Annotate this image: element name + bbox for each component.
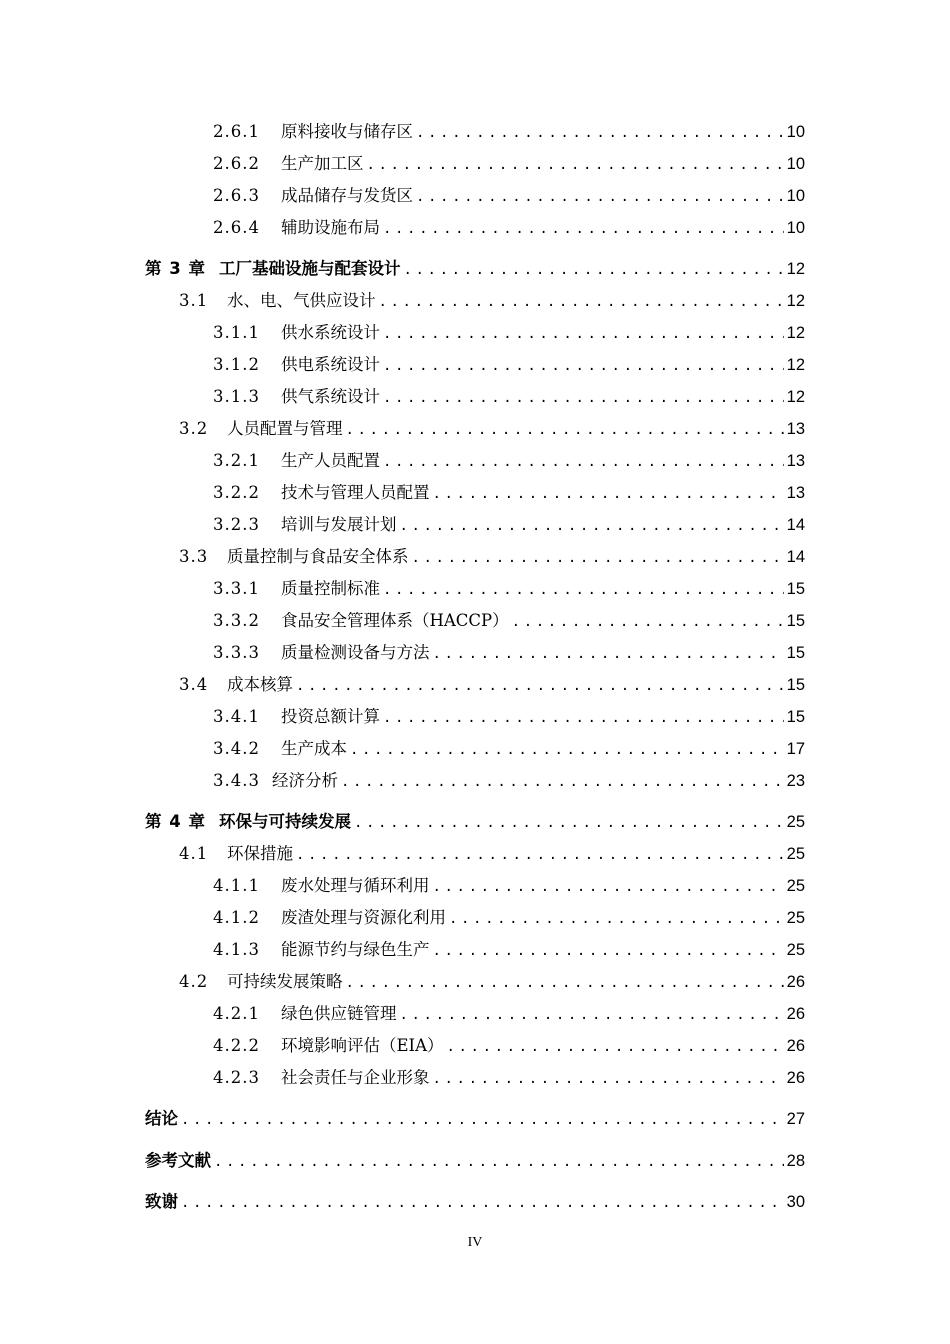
toc-subsection-entry[interactable] — [213, 1034, 805, 1058]
toc-entry-number: 3.1 — [179, 291, 209, 310]
toc-dot-leader — [383, 217, 784, 241]
toc-entry-title: 培训与发展计划 — [281, 515, 397, 534]
toc-entry-title: 工厂基础设施与配套设计 — [219, 259, 401, 278]
toc-entry-page: 12 — [786, 292, 805, 310]
toc-entry-page: 15 — [786, 708, 805, 726]
toc-entry-page: 14 — [786, 516, 805, 534]
toc-dot-leader — [400, 514, 784, 538]
toc-entry-title: 环境影响评估（EIA） — [281, 1036, 444, 1055]
toc-entry-title: 成品储存与发货区 — [281, 186, 413, 205]
toc-entry-number: 3.3.1 — [213, 579, 260, 598]
toc-entry-number: 3.2.1 — [213, 451, 260, 470]
toc-entry-page: 12 — [786, 324, 805, 342]
toc-entry-number: 2.6.3 — [213, 186, 260, 205]
toc-entry-number: 4.2.3 — [213, 1068, 260, 1087]
toc-entry-title: 社会责任与企业形象 — [281, 1068, 430, 1087]
toc-dot-leader — [354, 811, 784, 835]
toc-dot-leader — [433, 939, 784, 963]
toc-dot-leader — [400, 1003, 784, 1027]
toc-dot-leader — [383, 450, 784, 474]
toc-entry-number: 3.2.2 — [213, 483, 260, 502]
toc-entry-number: 3.2 — [179, 419, 209, 438]
toc-subsection-entry[interactable] — [213, 906, 805, 930]
toc-entry-page: 14 — [786, 548, 805, 566]
toc-entry-page: 28 — [786, 1152, 805, 1170]
toc-entry-page: 23 — [786, 772, 805, 790]
toc-entry-page: 15 — [786, 612, 805, 630]
toc-subsection-entry[interactable] — [213, 449, 805, 473]
toc-entry-page: 25 — [786, 813, 805, 831]
toc-entry-title: 技术与管理人员配置 — [281, 483, 430, 502]
toc-subsection-entry[interactable] — [213, 385, 805, 409]
toc-dot-leader — [383, 706, 784, 730]
toc-chapter-entry[interactable] — [145, 257, 805, 281]
toc-entry-title: 生产成本 — [281, 739, 347, 758]
toc-dot-leader — [433, 1067, 784, 1091]
toc-entry-title: 供水系统设计 — [281, 323, 380, 342]
toc-entry-number: 3.3 — [179, 547, 209, 566]
toc-entry-title: 成本核算 — [227, 675, 293, 694]
toc-subsection-entry[interactable] — [213, 216, 805, 240]
toc-entry-number: 3.3.3 — [213, 643, 260, 662]
toc-entry-title: 辅助设施布局 — [281, 218, 380, 237]
toc-entry-page: 25 — [786, 909, 805, 927]
toc-section-entry[interactable] — [179, 545, 805, 569]
toc-subsection-entry[interactable] — [213, 641, 805, 665]
toc-entry-number: 4.2.2 — [213, 1036, 260, 1055]
toc-chapter-entry[interactable] — [145, 810, 805, 834]
toc-entry-number: 4.1 — [179, 844, 209, 863]
toc-entry-number: 第 3 章 — [145, 259, 206, 278]
toc-entry-number: 2.6.1 — [213, 122, 260, 141]
toc-entry-number: 3.2.3 — [213, 515, 260, 534]
toc-entry-page: 10 — [786, 187, 805, 205]
toc-dot-leader — [181, 1191, 784, 1215]
toc-entry-number: 2.6.4 — [213, 218, 260, 237]
toc-entry-number: 4.2.1 — [213, 1004, 260, 1023]
toc-entry-page: 10 — [786, 219, 805, 237]
toc-entry-title: 供电系统设计 — [281, 355, 380, 374]
toc-entry-page: 26 — [786, 1069, 805, 1087]
toc-dot-leader — [379, 290, 784, 314]
toc-section-entry[interactable] — [179, 842, 805, 866]
toc-dot-leader — [383, 386, 784, 410]
toc-subsection-entry[interactable] — [213, 938, 805, 962]
toc-dot-leader — [296, 843, 784, 867]
toc-entry-number: 3.4.2 — [213, 739, 260, 758]
toc-dot-leader — [346, 971, 784, 995]
toc-entry-number: 4.2 — [179, 972, 209, 991]
toc-entry-title: 生产人员配置 — [281, 451, 380, 470]
toc-entry-number: 4.1.2 — [213, 908, 260, 927]
toc-dot-leader — [433, 642, 784, 666]
toc-dot-leader — [350, 738, 784, 762]
toc-dot-leader — [412, 546, 784, 570]
toc-entry-page: 26 — [786, 1005, 805, 1023]
toc-dot-leader — [512, 610, 784, 634]
toc-entry-number: 3.4.3 — [213, 771, 260, 790]
toc-entry-page: 15 — [786, 676, 805, 694]
toc-entry-title: 能源节约与绿色生产 — [281, 940, 430, 959]
toc-dot-leader — [341, 770, 784, 794]
toc-entry-page: 15 — [786, 644, 805, 662]
toc-dot-leader — [383, 322, 784, 346]
toc-entry-page: 17 — [786, 740, 805, 758]
toc-entry-title: 废渣处理与资源化利用 — [281, 908, 446, 927]
toc-dot-leader — [404, 258, 784, 282]
toc-entry-title: 质量控制标准 — [281, 579, 380, 598]
toc-entry-title: 人员配置与管理 — [227, 419, 343, 438]
toc-subsection-entry[interactable] — [213, 481, 805, 505]
toc-entry-number: 3.1.1 — [213, 323, 260, 342]
toc-subsection-entry[interactable] — [213, 609, 805, 633]
toc-entry-page: 15 — [786, 580, 805, 598]
toc-entry-number: 4.1.1 — [213, 876, 260, 895]
toc-subsection-entry[interactable] — [213, 120, 805, 144]
toc-entry-page: 10 — [786, 155, 805, 173]
toc-entry-page: 13 — [786, 484, 805, 502]
toc-entry-title: 食品安全管理体系（HACCP） — [281, 611, 509, 630]
page-footer-number: IV — [467, 1235, 483, 1250]
toc-subsection-entry[interactable] — [213, 577, 805, 601]
toc-entry-number: 3.1.3 — [213, 387, 260, 406]
toc-entry-page: 30 — [786, 1193, 805, 1211]
toc-chapter-entry[interactable] — [145, 1149, 805, 1173]
toc-dot-leader — [416, 185, 784, 209]
toc-subsection-entry[interactable] — [213, 1002, 805, 1026]
toc-entry-page: 27 — [786, 1110, 805, 1128]
toc-entry-title: 供气系统设计 — [281, 387, 380, 406]
toc-dot-leader — [214, 1150, 784, 1174]
toc-subsection-entry[interactable] — [213, 353, 805, 377]
toc-subsection-entry[interactable] — [213, 769, 805, 793]
toc-dot-leader — [367, 153, 784, 177]
toc-entry-title: 水、电、气供应设计 — [227, 291, 376, 310]
toc-entry-page: 25 — [786, 877, 805, 895]
toc-section-entry[interactable] — [179, 289, 805, 313]
toc-entry-title: 结论 — [145, 1109, 178, 1128]
toc-entry-number: 3.3.2 — [213, 611, 260, 630]
toc-entry-title: 原料接收与储存区 — [281, 122, 413, 141]
toc-entry-title: 环保与可持续发展 — [219, 812, 351, 831]
toc-entry-title: 质量控制与食品安全体系 — [227, 547, 409, 566]
toc-entry-title: 致谢 — [145, 1192, 178, 1211]
toc-subsection-entry[interactable] — [213, 1066, 805, 1090]
toc-entry-title: 生产加工区 — [281, 154, 364, 173]
toc-section-entry[interactable] — [179, 417, 805, 441]
toc-entry-page: 26 — [786, 973, 805, 991]
toc-subsection-entry[interactable] — [213, 874, 805, 898]
toc-dot-leader — [296, 674, 784, 698]
toc-subsection-entry[interactable] — [213, 321, 805, 345]
toc-entry-number: 2.6.2 — [213, 154, 260, 173]
toc-dot-leader — [433, 482, 784, 506]
toc-entry-title: 参考文献 — [145, 1151, 211, 1170]
toc-entry-page: 12 — [786, 388, 805, 406]
toc-entry-title: 投资总额计算 — [281, 707, 380, 726]
toc-dot-leader — [383, 354, 784, 378]
toc-section-entry[interactable] — [179, 673, 805, 697]
toc-dot-leader — [346, 418, 784, 442]
toc-entry-number: 第 4 章 — [145, 812, 206, 831]
toc-entry-number: 3.1.2 — [213, 355, 260, 374]
toc-entry-page: 12 — [786, 356, 805, 374]
toc-dot-leader — [446, 1035, 783, 1059]
toc-entry-title: 废水处理与循环利用 — [281, 876, 430, 895]
toc-entry-page: 26 — [786, 1037, 805, 1055]
toc-dot-leader — [416, 121, 784, 145]
toc-entry-number: 4.1.3 — [213, 940, 260, 959]
toc-entry-title: 质量检测设备与方法 — [281, 643, 430, 662]
toc-entry-page: 12 — [786, 260, 805, 278]
toc-subsection-entry[interactable] — [213, 737, 805, 761]
toc-entry-page: 10 — [786, 123, 805, 141]
toc-entry-page: 13 — [786, 420, 805, 438]
toc-chapter-entry[interactable] — [145, 1107, 805, 1131]
toc-entry-title: 绿色供应链管理 — [281, 1004, 397, 1023]
toc-subsection-entry[interactable] — [213, 152, 805, 176]
toc-subsection-entry[interactable] — [213, 513, 805, 537]
toc-entry-page: 25 — [786, 845, 805, 863]
toc-dot-leader — [449, 907, 784, 931]
toc-entry-number: 3.4.1 — [213, 707, 260, 726]
toc-entry-page: 13 — [786, 452, 805, 470]
toc-subsection-entry[interactable] — [213, 705, 805, 729]
toc-section-entry[interactable] — [179, 970, 805, 994]
toc-dot-leader — [181, 1108, 784, 1132]
toc-entry-page: 25 — [786, 941, 805, 959]
toc-entry-number: 3.4 — [179, 675, 209, 694]
toc-entry-title: 环保措施 — [227, 844, 293, 863]
toc-entry-title: 经济分析 — [272, 771, 338, 790]
toc-entry-title: 可持续发展策略 — [227, 972, 343, 991]
toc-chapter-entry[interactable] — [145, 1190, 805, 1214]
toc-dot-leader — [433, 875, 784, 899]
toc-subsection-entry[interactable] — [213, 184, 805, 208]
toc-dot-leader — [383, 578, 784, 602]
